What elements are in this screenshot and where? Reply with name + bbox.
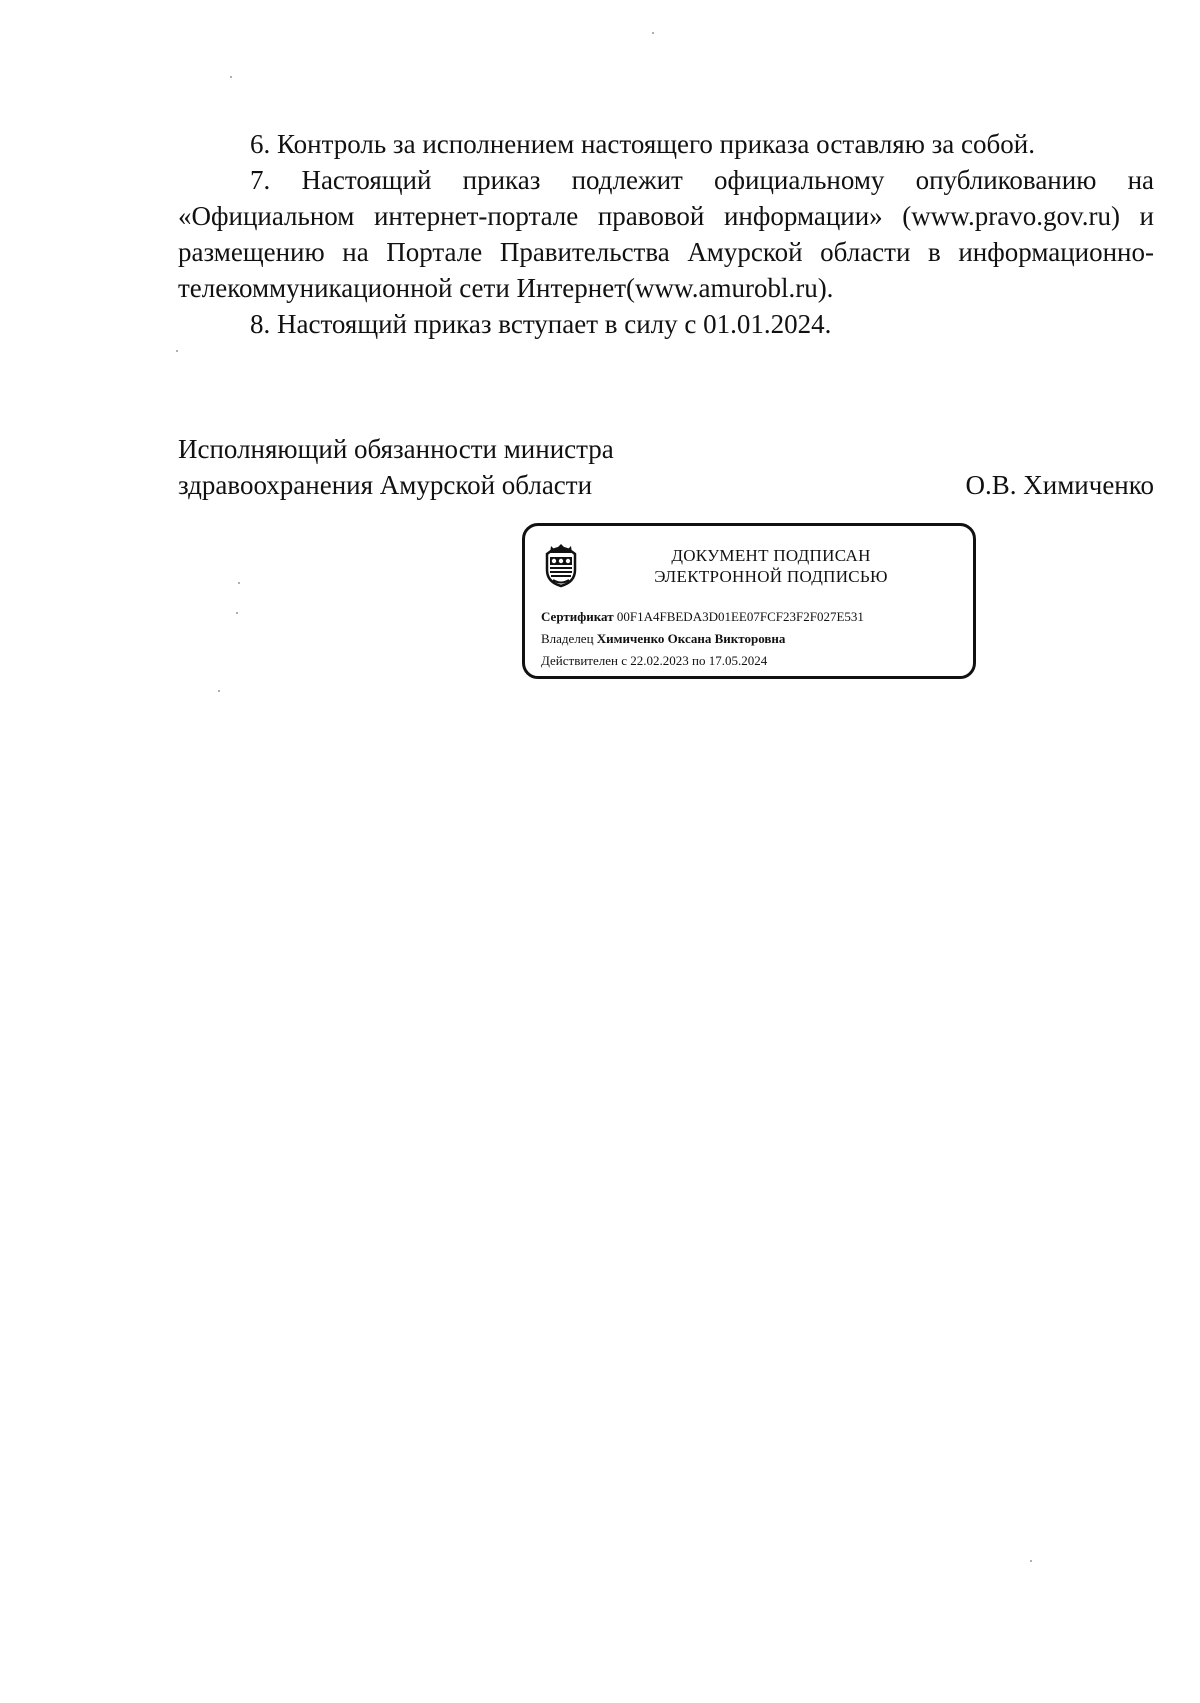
paragraph-6: 6. Контроль за исполнением настоящего приказа оставляю за собой.	[250, 129, 1035, 159]
scan-speck	[1030, 1560, 1032, 1562]
owner-line	[541, 630, 785, 648]
stamp-title-line-2: ЭЛЕКТРОННОЙ ПОДПИСЬЮ	[654, 567, 888, 586]
owner-label: Владелец	[541, 631, 594, 646]
paragraph-8: 8. Настоящий приказ вступает в силу с 01.01.2024.	[250, 309, 832, 339]
scan-speck	[236, 612, 238, 614]
certificate-label: Сертификат	[541, 609, 614, 624]
certificate-value: 00F1A4FBEDA3D01EE07FCF23F2F027E531	[616, 609, 864, 624]
validity-to-date: 17.05.2024	[708, 653, 768, 668]
validity-from-date: 22.02.2023	[630, 653, 689, 668]
scan-speck	[652, 32, 654, 34]
scan-speck	[176, 350, 178, 352]
stamp-title-line-1: ДОКУМЕНТ ПОДПИСАН	[671, 546, 871, 565]
scan-speck	[218, 690, 220, 692]
signer-name: О.В. Химиченко	[965, 470, 1154, 500]
signer-position	[178, 431, 614, 503]
electronic-signature-stamp	[522, 523, 976, 679]
stamp-title	[605, 545, 937, 587]
scan-speck	[238, 582, 240, 584]
validity-label: Действителен	[541, 653, 618, 668]
owner-value: Химиченко Оксана Викторовна	[596, 631, 786, 646]
signer-position-line-1: Исполняющий обязанности министра	[178, 434, 614, 464]
validity-line	[541, 652, 767, 670]
paragraph-7: 7. Настоящий приказ подлежит официальному опубликованию на «Официальном интернет-портале правовой информации» (www.pravo.gov.ru) и размещению на Портале Правительства Амурской области в информационно-телекоммуникационной сети Интернет(www.amurobl.ru).	[178, 165, 1154, 303]
scan-speck	[230, 76, 232, 78]
validity-to-word: по	[692, 653, 706, 668]
certificate-line	[541, 608, 864, 626]
signer-position-line-2: здравоохранения Амурской области	[178, 470, 593, 500]
amur-region-emblem-icon	[541, 540, 581, 588]
validity-from-word: с	[621, 653, 627, 668]
